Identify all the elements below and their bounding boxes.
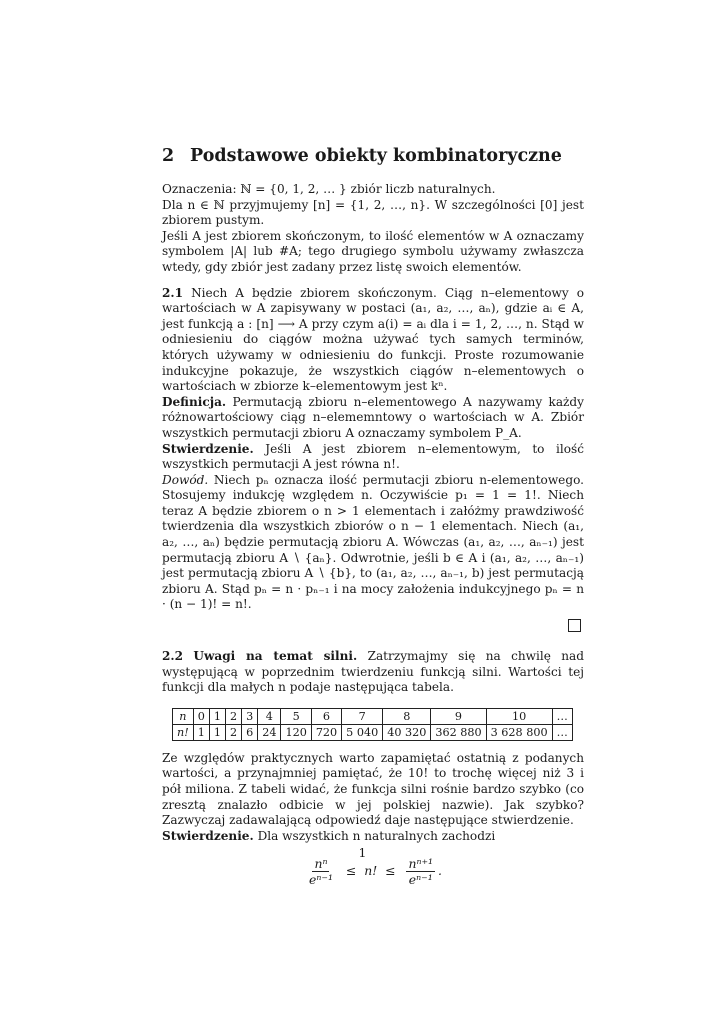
table-cell: 1	[209, 724, 225, 740]
relation-2: ≤	[385, 863, 396, 879]
table-cell: 5 040	[342, 724, 383, 740]
notation-line: Oznaczenia: ℕ = {0, 1, 2, … } zbiór liczb naturalnych.	[162, 182, 496, 196]
subsection-2-2	[162, 649, 584, 696]
table-cell: 6	[242, 724, 258, 740]
right-numerator: nⁿ⁺¹	[408, 856, 433, 872]
table-row-factorial	[173, 724, 573, 740]
statement-label: Stwierdzenie.	[162, 828, 254, 843]
right-fraction	[406, 856, 435, 887]
statement-paragraph	[162, 442, 584, 473]
page-number: 1	[358, 845, 367, 860]
subsection-text: Niech A będzie zbiorem skończonym. Ciąg n–elementowy o wartościach w A zapisywany w postaci (a₁, a₂, …, aₙ), gdzie aᵢ ∈ A, jest funkcją a : [n] ⟶ A przy czym a(i) = aᵢ dla i = 1, 2, …, n. Stąd w odniesieniu do ciągów można używać tych samych terminów, których używamy w odniesieniu do funkcji. Proste rozumowanie indukcyjne pokazuje, że wszystkich ciągów n–elementowych o wartościach w zbiorze k–elementowym jest kⁿ.	[162, 285, 584, 394]
table-cell: 2	[225, 724, 241, 740]
definition-text: Permutacją zbioru n–elementowego A nazywamy każdy różnowartościowy ciąg n–elememntowy o wartościach w A. Zbiór wszystkich permutacji zbioru A oznaczamy symbolem P_A.	[162, 394, 584, 440]
table-cell: 3	[242, 708, 258, 724]
table-cell: 720	[311, 724, 341, 740]
table-cell: 7	[342, 708, 383, 724]
finite-set-paragraph: Jeśli A jest zbiorem skończonym, to ilość elementów w A oznaczamy symbolem |A| lub #A; tego drugiego symbolu używamy zwłaszcza wtedy, gdy zbiór jest zadany przez listę swoich elementów.	[162, 228, 584, 274]
qed-box-icon	[568, 619, 581, 632]
after-table-paragraph: Ze względów praktycznych warto zapamiętać ostatnią z podanych wartości, a przynajmniej pamiętać, że 10! to trochę więcej niż 3 i pół miliona. Z tabeli widać, że funkcja silni rośnie bardzo szybko (co zresztą znalazło odbicie w jej polskiej nazwie). Jak szybko? Zazwyczaj zadawalającą odpowiedź daje następujące stwierdzenie.	[162, 750, 584, 828]
proof-text: Niech pₙ oznacza ilość permutacji zbioru n-elementowego. Stosujemy indukcję względem n. Oczywiście p₁ = 1 = 1!. Niech teraz A będzie zbiorem o n > 1 elementach i załóżmy prawdziwość twierdzenia dla wszystkich zbiorów o n − 1 elementach. Niech (a₁, a₂, …, aₙ) będzie permutacją zbioru A. Wówczas (a₁, a₂, …, aₙ₋₁) jest permutacją zbioru A ∖ {aₙ}. Odwrotnie, jeśli b ∈ A i (a₁, a₂, …, aₙ₋₁) jest permutacją zbioru A ∖ {b}, to (a₁, a₂, …, aₙ₋₁, b) jest permutacją zbioru A. Stąd pₙ = n · pₙ₋₁ i na mocy założenia indukcyjnego pₙ = n · (n − 1)! = n!.	[162, 472, 584, 612]
paper-page	[162, 146, 584, 887]
table-row-n	[173, 708, 573, 724]
relation-1: ≤	[345, 863, 357, 879]
factorial-table	[172, 708, 573, 741]
table-cell: 40 320	[383, 724, 431, 740]
table-cell: 10	[486, 708, 552, 724]
definition-paragraph	[162, 395, 584, 442]
table-cell: n!	[173, 724, 194, 740]
section-heading	[162, 146, 584, 166]
table-cell: 3 628 800	[486, 724, 552, 740]
table-cell: 24	[258, 724, 281, 740]
section-number: 2	[162, 146, 175, 166]
table-cell: 1	[193, 724, 209, 740]
statement-label: Stwierdzenie.	[162, 441, 254, 456]
left-denominator: eⁿ⁻¹	[309, 872, 333, 888]
statement-text: Dla wszystkich n naturalnych zachodzi	[257, 828, 496, 843]
formula-end: .	[438, 863, 442, 879]
subsection-label: 2.2	[162, 649, 184, 664]
table-cell: …	[552, 708, 572, 724]
left-fraction	[307, 856, 335, 887]
table-cell: 120	[281, 724, 311, 740]
left-numerator: nⁿ	[314, 856, 328, 872]
table-cell: 5	[281, 708, 311, 724]
statement-2-2	[162, 829, 584, 845]
table-cell: 1	[209, 708, 225, 724]
table-cell: 6	[311, 708, 341, 724]
qed-line	[162, 613, 584, 633]
subsection-heading: Uwagi na temat silni.	[193, 649, 358, 664]
table-cell: 2	[225, 708, 241, 724]
statement-text: Jeśli A jest zbiorem n–elementowym, to ilość wszystkich permutacji A jest równa n!.	[162, 441, 584, 472]
middle-term: n!	[364, 863, 378, 879]
subsection-label: 2.1	[162, 285, 184, 300]
table-cell: 9	[431, 708, 486, 724]
n-definition: Dla n ∈ ℕ przyjmujemy [n] = {1, 2, …, n}. W szczególności [0] jest zbiorem pustym.	[162, 197, 584, 228]
proof-paragraph	[162, 473, 584, 613]
definition-label: Definicja.	[162, 394, 227, 409]
subsection-2-1	[162, 286, 584, 395]
inequality-formula	[162, 856, 584, 887]
table-cell: n	[173, 708, 194, 724]
table-cell: 4	[258, 708, 281, 724]
section-title: Podstawowe obiekty kombinatoryczne	[190, 146, 562, 166]
subsection-text: Zatrzymajmy się na chwilę nad występującą w poprzednim twierdzeniu funkcją silni. Wartości tej funkcji dla małych n podaje następująca tabela.	[162, 649, 584, 695]
table-cell: 0	[193, 708, 209, 724]
table-cell: …	[552, 724, 572, 740]
table-cell: 362 880	[431, 724, 486, 740]
table-cell: 8	[383, 708, 431, 724]
proof-label: Dowód.	[162, 472, 209, 487]
right-denominator: eⁿ⁻¹	[408, 872, 433, 888]
